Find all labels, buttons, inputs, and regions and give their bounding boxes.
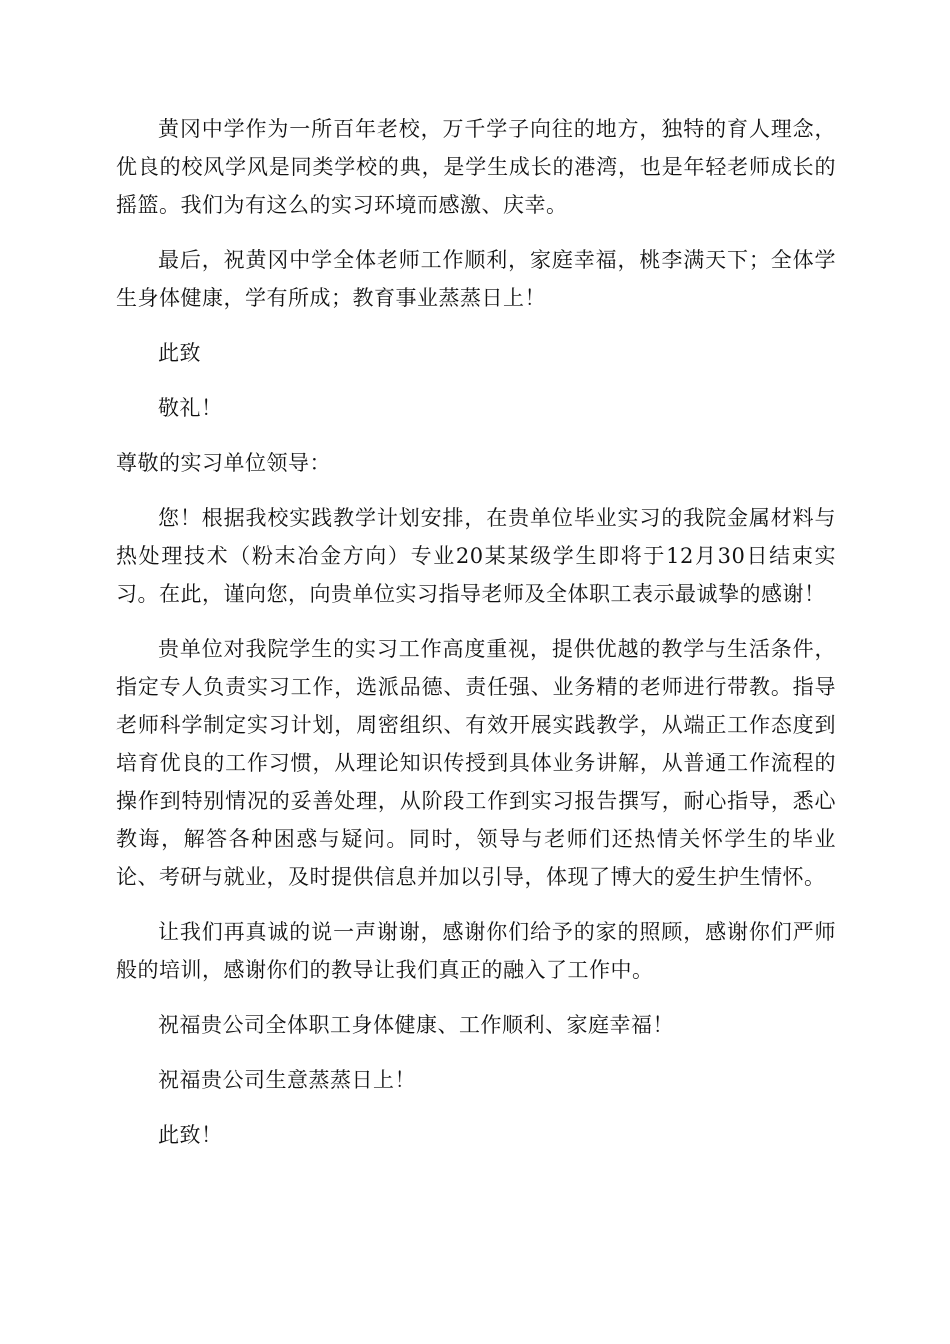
paragraph-closing-wishes: 最后，祝黄冈中学全体老师工作顺利，家庭幸福，桃李满天下；全体学生身体健康，学有所成；教育事业蒸蒸日上！	[116, 248, 836, 310]
paragraph-blessing-business: 祝福贵公司生意蒸蒸日上！	[158, 1068, 416, 1092]
document-body	[116, 110, 836, 1171]
paragraph-cizhi-final: 此致！	[158, 1123, 223, 1147]
paragraph-thanks-details: 贵单位对我院学生的实习工作高度重视，提供优越的教学与生活条件，指定专人负责实习工作，选派品德、责任强、业务精的老师进行带教。指导老师科学制定实习计划，周密组织、有效开展实践教学，从端正工作态度到培育优良的工作习惯，从理论知识传授到具体业务讲解，从普通工作流程的操作到特别情况的妥善处理，从阶段工作到实习报告撰写，耐心指导，悉心教诲，解答各种困惑与疑问。同时，领导与老师们还热情关怀学生的毕业论、考研与就业，及时提供信息并加以引导，体现了博大的爱生护生情怀。	[116, 637, 836, 889]
paragraph-school-praise: 黄冈中学作为一所百年老校，万千学子向往的地方，独特的育人理念，优良的校风学风是同类学校的典，是学生成长的港湾，也是年轻老师成长的摇篮。我们为有这么的实习环境而感激、庆幸。	[116, 117, 836, 217]
paragraph-cizhi: 此致	[158, 341, 201, 365]
paragraph-blessing-staff: 祝福贵公司全体职工身体健康、工作顺利、家庭幸福！	[158, 1013, 674, 1037]
letter-salutation: 尊敬的实习单位领导：	[116, 451, 331, 475]
paragraph-sincere-thanks: 让我们再真诚的说一声谢谢，感谢你们给予的家的照顾，感谢你们严师般的培训，感谢你们的教导让我们真正的融入了工作中。	[116, 920, 836, 982]
paragraph-jingli: 敬礼！	[158, 396, 223, 420]
paragraph-thanks-intro: 您！根据我校实践教学计划安排，在贵单位毕业实习的我院金属材料与热处理技术（粉末冶金方向）专业20某某级学生即将于12月30日结束实习。在此，谨向您，向贵单位实习指导老师及全体职工表示最诚挚的感谢！	[116, 506, 836, 606]
